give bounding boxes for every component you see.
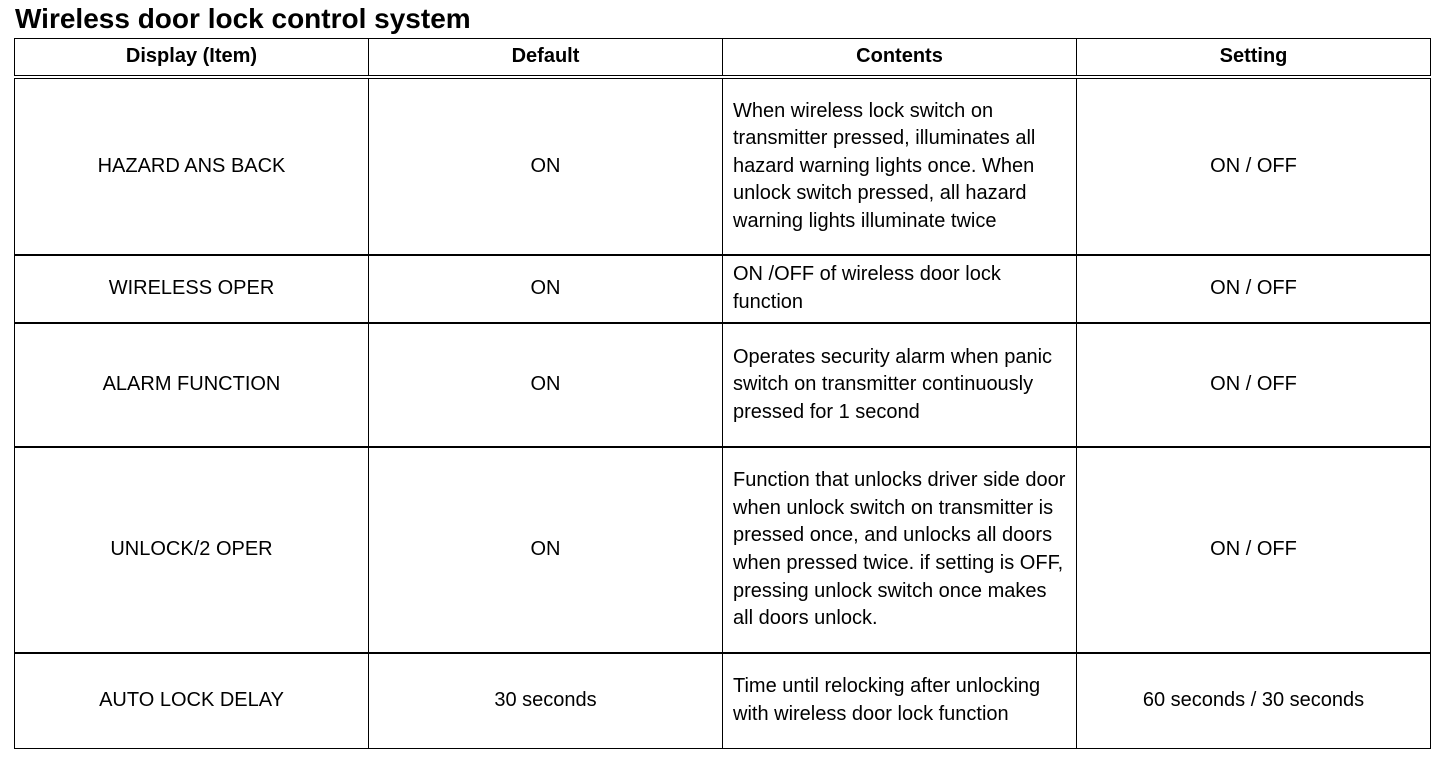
cell-setting: ON / OFF [1077, 447, 1431, 653]
table-row [15, 77, 1431, 255]
page-title: Wireless door lock control system [15, 3, 471, 34]
cell-default: ON [369, 255, 723, 323]
cell-contents: Function that unlocks driver side door when unlock switch on transmitter is pressed once, and unlocks all doors when pressed twice. if setting is OFF, pressing unlock switch once makes all doors unlock. [723, 447, 1077, 653]
table-header-row [15, 39, 1431, 78]
cell-item: AUTO LOCK DELAY [15, 653, 369, 749]
table-row [15, 447, 1431, 653]
table-row [15, 323, 1431, 447]
cell-item: WIRELESS OPER [15, 255, 369, 323]
column-header-contents: Contents [723, 39, 1077, 78]
settings-table [14, 38, 1431, 749]
cell-item: UNLOCK/2 OPER [15, 447, 369, 653]
cell-default: ON [369, 447, 723, 653]
column-header-item: Display (Item) [15, 39, 369, 78]
column-header-default: Default [369, 39, 723, 78]
cell-contents: Operates security alarm when panic switch on transmitter continuously pressed for 1 second [723, 323, 1077, 447]
cell-item: HAZARD ANS BACK [15, 77, 369, 255]
cell-item: ALARM FUNCTION [15, 323, 369, 447]
column-header-setting: Setting [1077, 39, 1431, 78]
cell-default: ON [369, 323, 723, 447]
cell-contents: When wireless lock switch on transmitter pressed, illuminates all hazard warning lights once. When unlock switch pressed, all hazard warning lights illuminate twice [723, 77, 1077, 255]
cell-default: 30 seconds [369, 653, 723, 749]
cell-setting: ON / OFF [1077, 255, 1431, 323]
cell-contents: Time until relocking after unlocking with wireless door lock function [723, 653, 1077, 749]
table-row [15, 255, 1431, 323]
cell-contents: ON /OFF of wireless door lock function [723, 255, 1077, 323]
cell-setting: 60 seconds / 30 seconds [1077, 653, 1431, 749]
table-row [15, 653, 1431, 749]
cell-setting: ON / OFF [1077, 77, 1431, 255]
cell-setting: ON / OFF [1077, 323, 1431, 447]
cell-default: ON [369, 77, 723, 255]
